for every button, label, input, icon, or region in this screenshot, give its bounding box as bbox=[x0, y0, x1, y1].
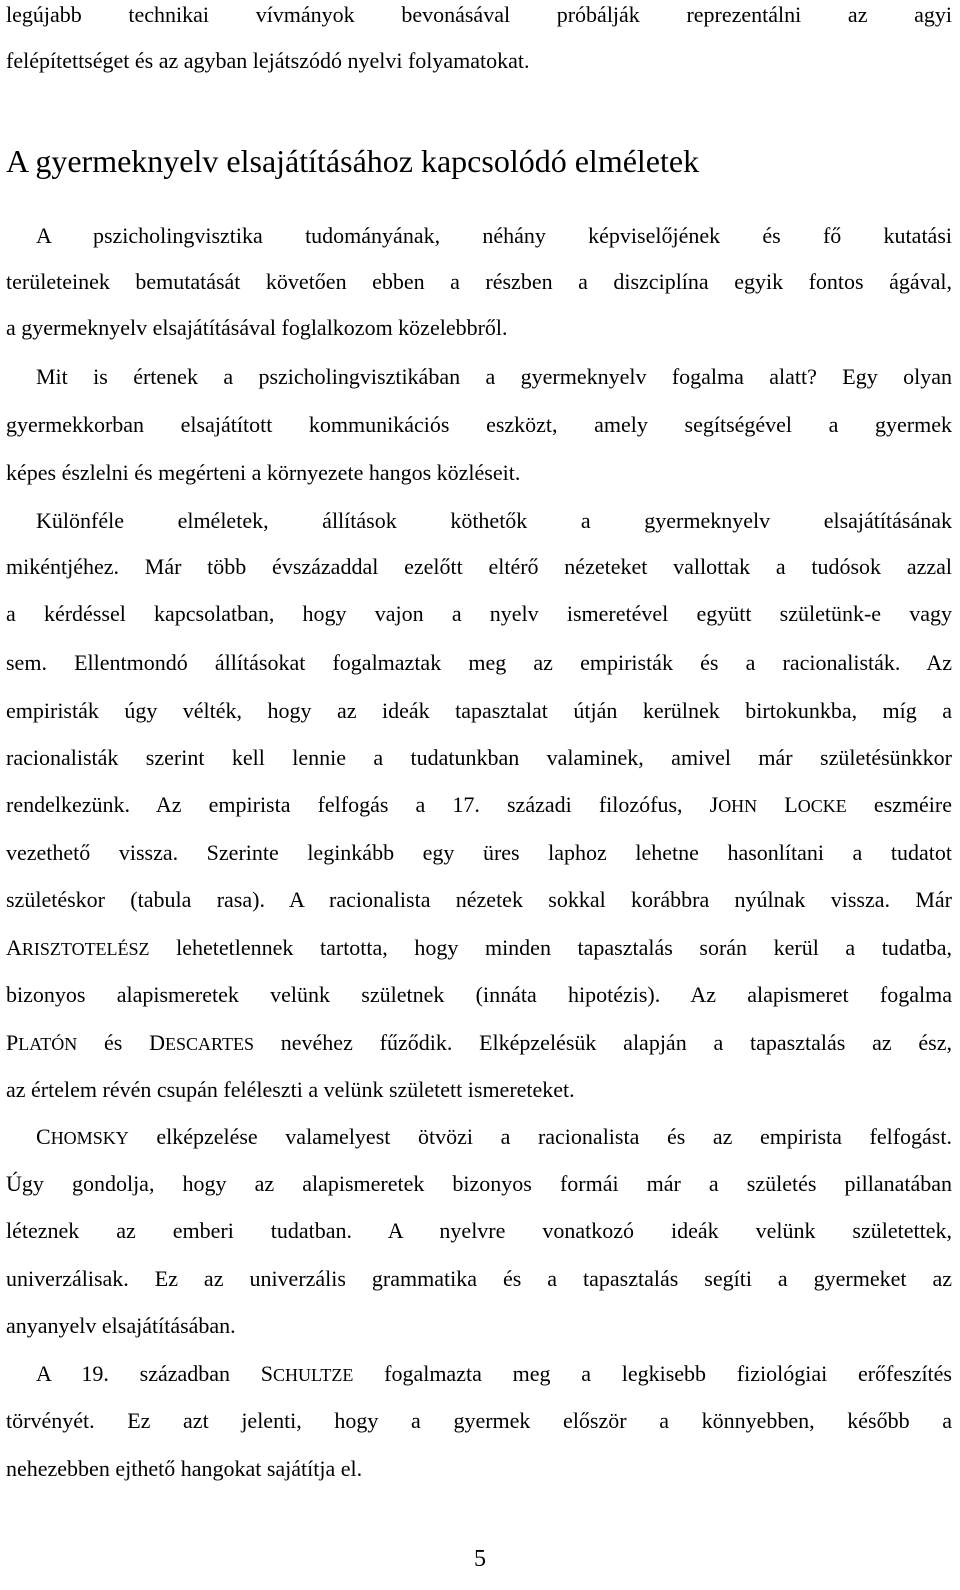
paragraph-line: anyanyelv elsajátításában. bbox=[6, 1313, 236, 1338]
paragraph-line: nehezebben ejthető hangokat sajátítja el. bbox=[6, 1456, 363, 1481]
text-run: nevéhez fűződik. Elképzelésük alapján a tapasztalás az ész, bbox=[253, 1030, 953, 1055]
section-heading: A gyermeknyelv elsajátításához kapcsolódó elméletek bbox=[6, 143, 700, 179]
small-caps-name: CHULTZE bbox=[273, 1365, 354, 1385]
paragraph-line: vezethető vissza. Szerinte leginkább egy üres laphoz lehetne hasonlítani a tudatot bbox=[6, 840, 952, 865]
text-run: eszméire bbox=[846, 792, 953, 817]
paragraph-line: Mit is értenek a pszicholingvisztikában a gyermeknyelv fogalma alatt? Egy olyan bbox=[36, 364, 952, 389]
text-run: A 19. században S bbox=[36, 1361, 274, 1386]
paragraph-line: Úgy gondolja, hogy az alapismeretek bizonyos formái már a születés pillanatában bbox=[6, 1171, 952, 1196]
text-run: és D bbox=[77, 1030, 166, 1055]
paragraph-line: léteznek az emberi tudatban. A nyelvre vonatkozó ideák velünk születettek, bbox=[6, 1218, 952, 1243]
small-caps-name: ESCARTES bbox=[165, 1034, 254, 1054]
paragraph-line: a kérdéssel kapcsolatban, hogy vajon a nyelv ismeretével együtt születünk-e vagy bbox=[6, 601, 952, 626]
text-run: L bbox=[757, 792, 798, 817]
paragraph-line bbox=[6, 792, 952, 819]
paragraph-line bbox=[6, 1030, 952, 1057]
paragraph-line: A pszicholingvisztika tudományának, néhány képviselőjének és fő kutatási bbox=[36, 223, 952, 248]
paragraph-line bbox=[6, 1124, 952, 1151]
paragraph-line: Különféle elméletek, állítások köthetők a gyermeknyelv elsajátításának bbox=[36, 508, 952, 533]
paragraph-line: racionalisták szerint kell lennie a tudatunkban valaminek, amivel már születésünkkor bbox=[6, 745, 952, 770]
small-caps-name: HOMSKY bbox=[50, 1128, 129, 1148]
paragraph-line: képes észlelni és megérteni a környezete hangos közléseit. bbox=[6, 460, 521, 485]
paragraph-line: az értelem révén csupán feléleszti a velünk született ismereteket. bbox=[6, 1077, 575, 1102]
text-run: rendelkezünk. Az empirista felfogás a 17. századi filozófus, J bbox=[6, 792, 719, 817]
small-caps-name: LATÓN bbox=[18, 1034, 78, 1054]
paragraph-line: mikéntjéhez. Már több évszázaddal ezelőtt eltérő nézeteket vallottak a tudósok azzal bbox=[6, 554, 952, 579]
text-run: A bbox=[6, 935, 22, 960]
text-run: C bbox=[36, 1124, 51, 1149]
paragraph-line: univerzálisak. Ez az univerzális grammatika és a tapasztalás segíti a gyermeket az bbox=[6, 1266, 952, 1291]
text-run: lehetetlennek tartotta, hogy minden tapasztalás során kerül a tudatba, bbox=[149, 935, 952, 960]
paragraph-line: empiristák úgy vélték, hogy az ideák tapasztalat útján kerülnek birtokunkba, míg a bbox=[6, 698, 952, 723]
paragraph-line: törvényét. Ez azt jelenti, hogy a gyermek először a könnyebben, később a bbox=[6, 1408, 952, 1433]
text-run: fogalmazta meg a legkisebb fiziológiai erőfeszítés bbox=[353, 1361, 952, 1386]
paragraph-line: gyermekkorban elsajátított kommunikációs eszközt, amely segítségével a gyermek bbox=[6, 412, 952, 437]
text-run: elképzelése valamelyest ötvözi a racionalista és az empirista felfogást. bbox=[128, 1124, 952, 1149]
small-caps-name: OCKE bbox=[797, 796, 847, 816]
paragraph-line: területeinek bemutatását követően ebben a részben a diszciplína egyik fontos ágával, bbox=[6, 269, 952, 294]
paragraph-line: sem. Ellentmondó állításokat fogalmaztak meg az empiristák és a racionalisták. Az bbox=[6, 650, 952, 675]
small-caps-name: OHN bbox=[718, 796, 758, 816]
intro-line: legújabb technikai vívmányok bevonásával próbálják reprezentálni az agyi bbox=[6, 2, 952, 27]
paragraph-line: születéskor (tabula rasa). A racionalista nézetek sokkal korábbra nyúlnak vissza. Már bbox=[6, 887, 952, 912]
paragraph-line: bizonyos alapismeretek velünk születnek (innáta hipotézis). Az alapismeret fogalma bbox=[6, 982, 952, 1007]
paragraph-line bbox=[6, 1361, 952, 1388]
paragraph-line bbox=[6, 935, 952, 962]
intro-line: felépítettséget és az agyban lejátszódó nyelvi folyamatokat. bbox=[6, 48, 530, 73]
page-number: 5 bbox=[474, 1546, 486, 1572]
small-caps-name: RISZTOTELÉSZ bbox=[21, 939, 150, 959]
paragraph-line: a gyermeknyelv elsajátításával foglalkozom közelebbről. bbox=[6, 315, 508, 340]
text-run: P bbox=[6, 1030, 19, 1055]
